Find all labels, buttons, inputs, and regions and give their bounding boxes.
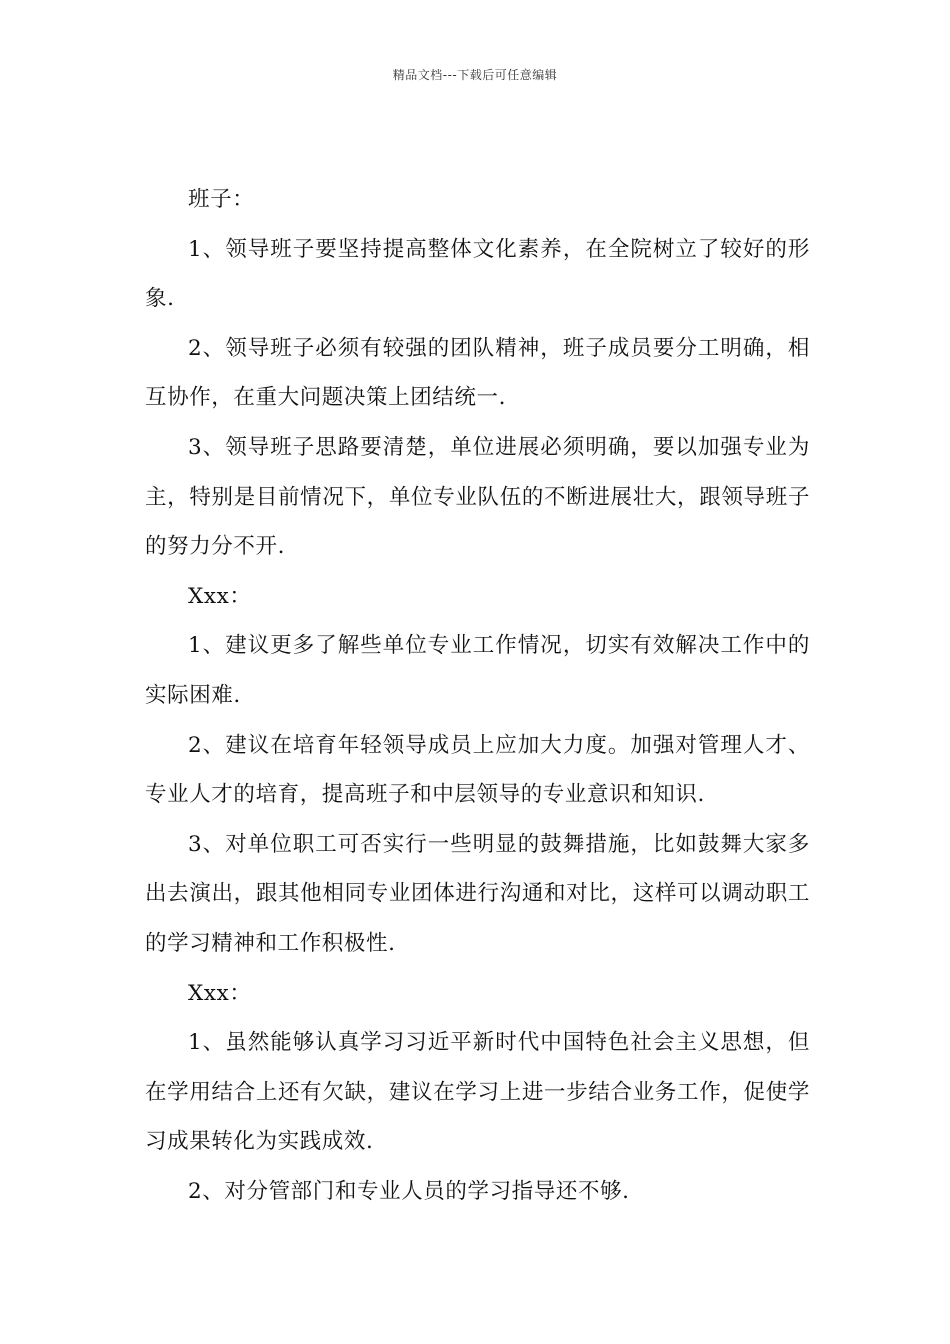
paragraph: 2、对分管部门和专业人员的学习指导还不够. [188, 1178, 630, 1204]
paragraph: 2、建议在培育年轻领导成员上应加大力度。加强对管理人才、专业人才的培育，提高班子和中层领导的专业意识和知识. [145, 732, 810, 808]
paragraph: 3、对单位职工可否实行一些明显的鼓舞措施，比如鼓舞大家多出去演出，跟其他相同专业团体进行沟通和对比，这样可以调动职工的学习精神和工作积极性. [145, 831, 810, 956]
paragraph: 2、领导班子必须有较强的团队精神，班子成员要分工明确，相互协作，在重大问题决策上团结统一. [145, 335, 810, 411]
section-heading-xxx: Xxx： [188, 980, 252, 1006]
section-heading-banzi: 班子： [188, 187, 255, 212]
paragraph: 1、领导班子要坚持提高整体文化素养，在全院树立了较好的形象. [145, 236, 810, 312]
header-note: 精品文档---下载后可任意编辑 [392, 68, 558, 82]
document-body [145, 175, 810, 1216]
paragraph: 1、虽然能够认真学习习近平新时代中国特色社会主义思想，但在学用结合上还有欠缺，建议在学习上进一步结合业务工作，促使学习成果转化为实践成效. [145, 1030, 810, 1155]
paragraph: 1、建议更多了解些单位专业工作情况，切实有效解决工作中的实际困难. [145, 633, 810, 708]
paragraph: 3、领导班子思路要清楚，单位进展必须明确，要以加强专业为主，特别是目前情况下，单位专业队伍的不断进展壮大，跟领导班子的努力分不开. [145, 434, 810, 560]
section-heading-xxx: Xxx： [188, 583, 252, 609]
